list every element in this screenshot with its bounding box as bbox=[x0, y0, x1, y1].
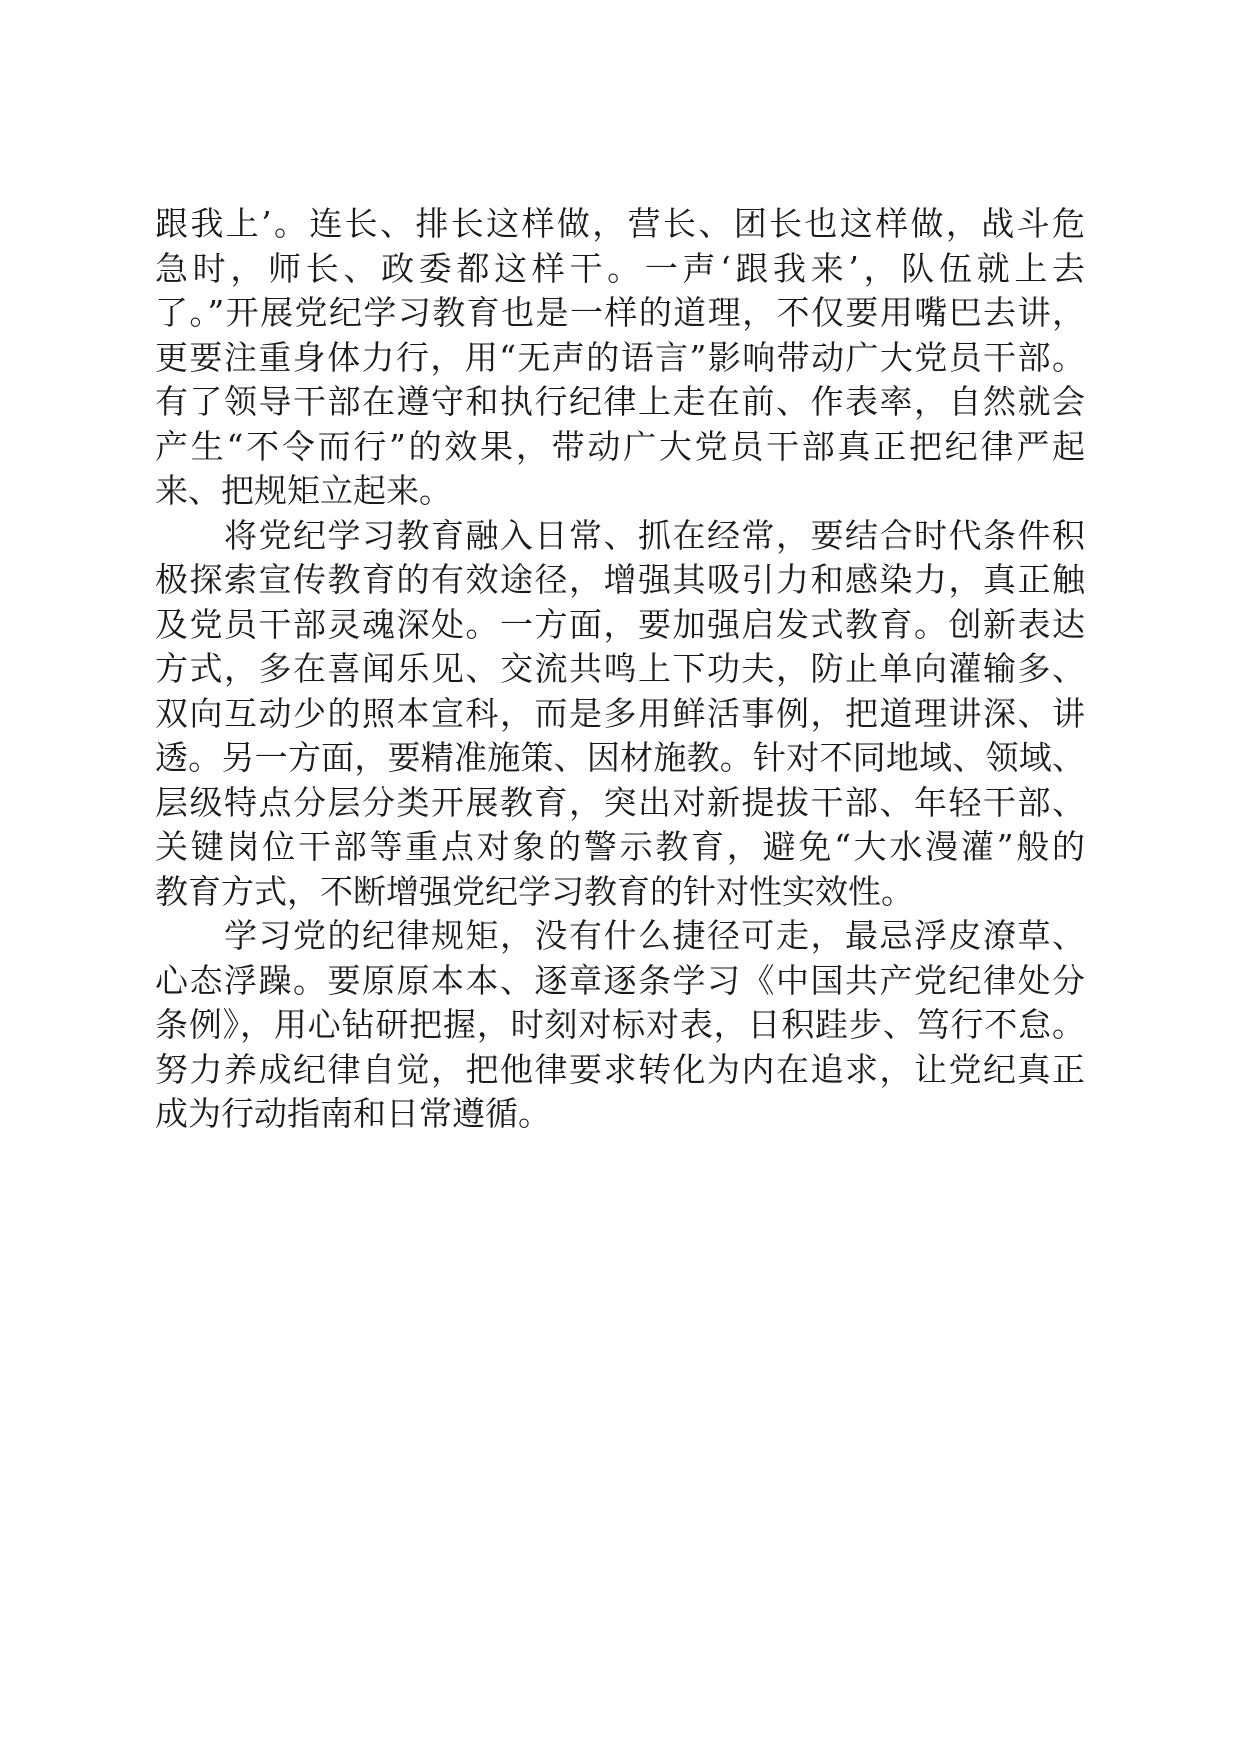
text-line: 方式，多在喜闻乐见、交流共鸣上下功夫，防止单向灌输多、 bbox=[155, 649, 1085, 688]
text-line: 产生“不令而行”的效果，带动广大党员干部真正把纪律严起 bbox=[155, 426, 1085, 466]
text-line: 层级特点分层分类开展教育，突出对新提拔干部、年轻干部、 bbox=[155, 782, 1085, 822]
text-line: 急时，师长、政委都这样干。一声‘跟我来’，队伍就上去 bbox=[155, 248, 1085, 288]
text-line: 有了领导干部在遵守和执行纪律上走在前、作表率，自然就会 bbox=[155, 382, 1085, 421]
text-line: 教育方式，不断增强党纪学习教育的针对性实效性。 bbox=[155, 871, 914, 911]
text-line: 心态浮躁。要原原本本、逐章逐条学习《中国共产党纪律处分 bbox=[155, 960, 1085, 1000]
text-line: 将党纪学习教育融入日常、抓在经常，要结合时代条件积 bbox=[155, 515, 1085, 555]
text-line: 及党员干部灵魂深处。一方面，要加强启发式教育。创新表达 bbox=[155, 604, 1085, 644]
text-line: 跟我上’。连长、排长这样做，营长、团长也这样做，战斗危 bbox=[155, 204, 1085, 243]
text-line: 学习党的纪律规矩，没有什么捷径可走，最忌浮皮潦草、 bbox=[155, 916, 1085, 955]
text-line: 来、把规矩立起来。 bbox=[155, 471, 452, 510]
body-text bbox=[155, 202, 1085, 1137]
text-line: 了。”开展党纪学习教育也是一样的道理，不仅要用嘴巴去讲， bbox=[155, 293, 1085, 332]
text-line: 努力养成纪律自觉，把他律要求转化为内在追求，让党纪真正 bbox=[155, 1049, 1085, 1089]
text-line: 成为行动指南和日常遵循。 bbox=[155, 1094, 551, 1133]
text-line: 更要注重身体力行，用“无声的语言”影响带动广大党员干部。 bbox=[155, 337, 1085, 377]
text-line: 极探索宣传教育的有效途径，增强其吸引力和感染力，真正触 bbox=[155, 560, 1085, 599]
text-line: 双向互动少的照本宣科，而是多用鲜活事例，把道理讲深、讲 bbox=[155, 693, 1085, 733]
text-line: 透。另一方面，要精准施策、因材施教。针对不同地域、领域、 bbox=[155, 738, 1085, 777]
text-line: 条例》，用心钻研把握，时刻对标对表，日积跬步、笃行不怠。 bbox=[155, 1005, 1085, 1044]
text-line: 关键岗位干部等重点对象的警示教育，避免“大水漫灌”般的 bbox=[155, 827, 1085, 866]
